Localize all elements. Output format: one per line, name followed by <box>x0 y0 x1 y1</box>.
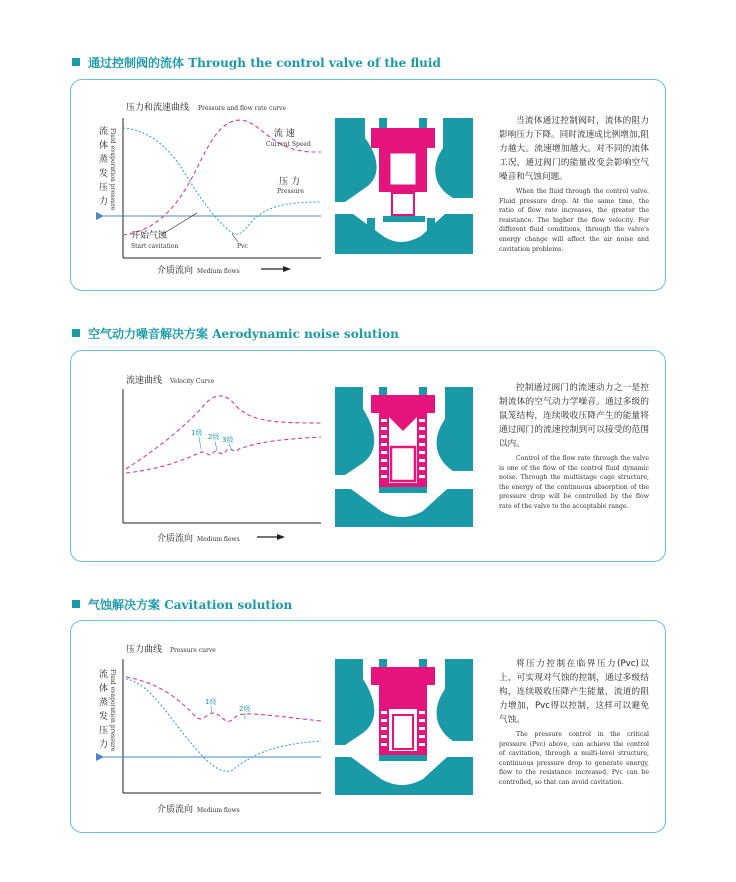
vapor-pressure-arrow-icon <box>96 212 104 220</box>
y-axis-label-zh: 流体蒸发压力 <box>99 127 109 207</box>
section-title-en: Through the control valve of the fluid <box>188 56 441 70</box>
y-axis-label-zh: 流体蒸发压力 <box>99 670 109 750</box>
x-axis-label-en: Medium flows <box>197 807 240 814</box>
pressure-label-zh: 压 力 <box>279 177 300 187</box>
description-noise <box>499 381 649 512</box>
stage-1-label: 1级 <box>205 698 217 706</box>
panel-flow <box>70 79 666 291</box>
stage-2-label: 2级 <box>208 433 220 441</box>
panel-noise <box>70 350 666 562</box>
section-title-noise <box>72 325 399 342</box>
pvc-label: Pvc <box>237 243 248 250</box>
vapor-pressure-arrow-icon <box>96 753 104 761</box>
y-axis-label-en: Fluid evaporation pressure <box>109 128 116 211</box>
speed-label-zh: 流 速 <box>274 129 295 139</box>
velocity-chart <box>71 351 341 561</box>
section-title-zh: 空气动力噪音解决方案 <box>88 327 209 341</box>
bullet-square-icon <box>72 329 80 337</box>
x-axis-label-zh: 介质流向 <box>157 805 194 815</box>
section-title-flow <box>72 54 441 71</box>
chart-title-zh: 流速曲线 <box>126 376 163 386</box>
x-axis-label-zh: 介质流向 <box>157 534 194 544</box>
valve-section-diagram-2 <box>335 387 473 527</box>
pressure-chart <box>71 621 341 832</box>
x-axis-label-zh: 介质流向 <box>157 266 194 276</box>
description-en: The pressure control in the critical pressure (Pvc) above, can achieve the control of cavitation, through a multi-level structure, continuous pressure drop to generate energy, flow to the resistance increased, Pvc can be controlled, so that can avoid cavitation. <box>499 731 649 786</box>
section-title-en: Cavitation solution <box>164 598 293 612</box>
description-flow <box>499 114 649 254</box>
x-axis-label-en: Medium flows <box>197 268 240 275</box>
description-cavitation <box>499 657 649 788</box>
chart-title-en: Pressure curve <box>170 647 216 654</box>
description-zh: 控制通过阀门的流速动力之一是控制流体的空气动力学噪音。通过多级的鼠笼结构，连续吸收压降产生的能量将通过阀门的流速控制到可以接受的范围以内。 <box>499 383 649 449</box>
start-cavitation-label-zh: 开始气蚀 <box>131 231 168 241</box>
section-title-cavitation <box>72 596 292 613</box>
section-title-zh: 气蚀解决方案 <box>88 598 161 612</box>
description-en: Control of the flow rate through the valve is one of the flow of the control fluid dynamic noise. Through the multistage cage structure, the energy of the continuous absorption of the pressure drop will be controlled by the flow rate of the valve to the acceptable range. <box>499 455 649 510</box>
velocity-curve-uncontrolled <box>126 396 321 469</box>
y-axis-label-en: Fluid evaporation pressure <box>109 669 116 752</box>
stage-3-label: 3级 <box>222 436 234 444</box>
chart-title-zh: 压力曲线 <box>126 645 163 655</box>
section-title-zh: 通过控制阀的流体 <box>88 56 185 70</box>
section-title-en: Aerodynamic noise solution <box>212 327 399 341</box>
pressure-curve-multistage <box>126 677 321 721</box>
description-zh: 将压力控制在临界压力(Pvc)以上，可实现对气蚀的控制，通过多级结构，连续吸收压降产生能量，流道的阻力增加，Pvc得以控制，这样可以避免气蚀。 <box>499 659 649 725</box>
start-cavitation-label-en: Start cavitation <box>131 243 179 250</box>
stage-2-label: 2级 <box>239 705 251 713</box>
bullet-square-icon <box>72 600 80 608</box>
valve-section-diagram-1 <box>335 118 473 254</box>
speed-label-en: Current Speed <box>266 141 311 148</box>
chart-title-en: Velocity Curve <box>170 378 215 385</box>
bullet-square-icon <box>72 58 80 66</box>
x-axis-label-en: Medium flows <box>197 536 240 543</box>
description-zh: 当流体通过控制阀时，流体的阻力影响压力下降。同时流速成比例增加,阻力越大。流速增加越大。对不同的流体工况，通过阀门的能量改变会影响空气噪音和气蚀问题。 <box>499 116 649 182</box>
valve-section-diagram-3 <box>335 659 473 795</box>
pressure-label-en: Pressure <box>277 188 304 195</box>
flow-direction-arrow-icon <box>277 534 285 540</box>
pvc-pointer <box>232 234 238 242</box>
panel-cavitation <box>70 620 666 833</box>
stage-1-label: 1级 <box>191 429 203 437</box>
chart-title-zh: 压力和流速曲线 <box>126 103 190 113</box>
pressure-flow-chart <box>71 80 341 290</box>
chart-title-en: Pressure and flow rate curve <box>198 105 286 112</box>
description-en: When the fluid through the control valve. Fluid pressure drop. At the same time, the ratio of flow rate increases, the greater the resistance. The higher the flow velocity. For different fluid conditions, through the valve's energy change will affect the air noise and cavitation problems. <box>499 188 649 253</box>
flow-direction-arrow-icon <box>283 266 291 272</box>
